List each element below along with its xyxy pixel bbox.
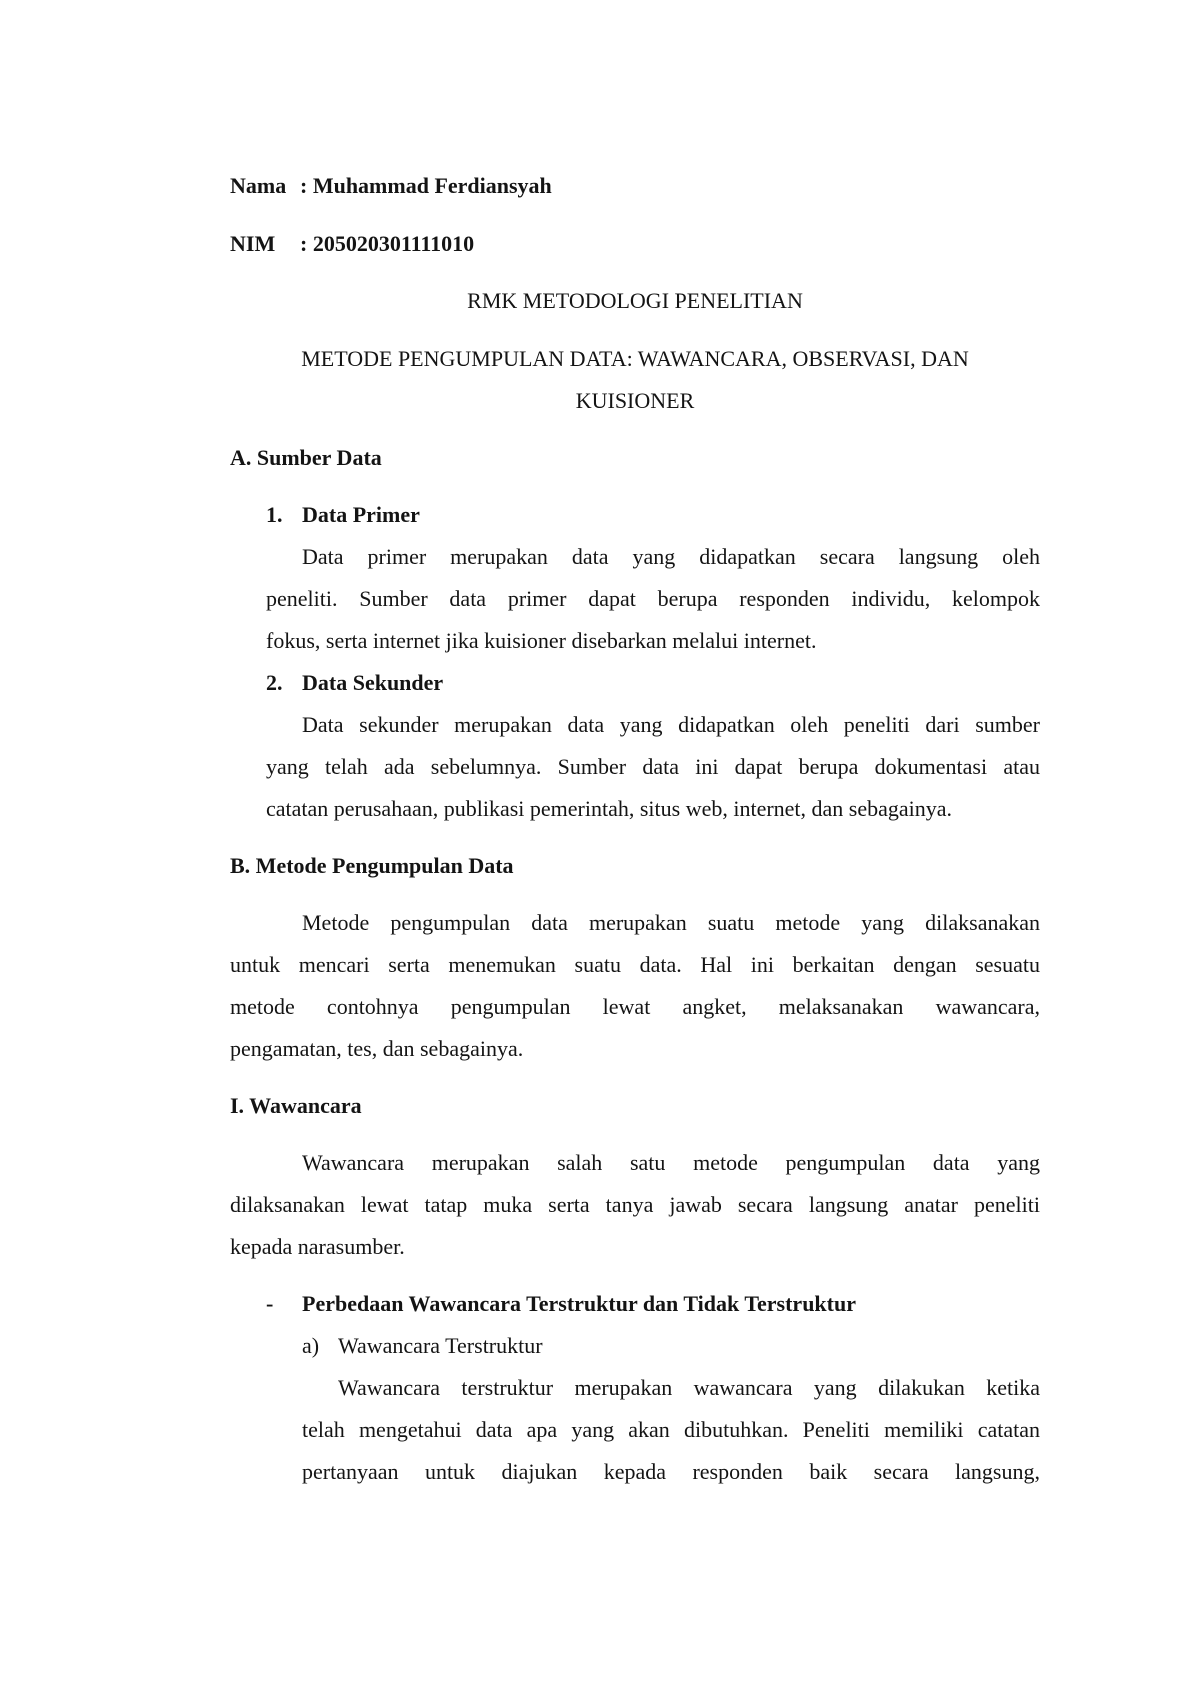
item-2-line-2: yang telah ada sebelumnya. Sumber data ini dapat berupa dokumentasi atau: [266, 754, 1040, 779]
sub-item-a-line-3: pertanyaan untuk diajukan kepada responden baik secara langsung,: [302, 1459, 1040, 1484]
nim-label: NIM: [230, 231, 276, 256]
section-b-line-3: metode contohnya pengumpulan lewat angket, melaksanakan wawancara,: [230, 994, 1040, 1019]
nim-value: : 205020301111010: [300, 231, 475, 256]
item-2-heading: [266, 662, 444, 704]
section-i-heading: I. Wawancara: [230, 1093, 362, 1118]
sub-item-a-heading: [302, 1325, 543, 1367]
section-i-line-3: kepada narasumber.: [230, 1234, 405, 1259]
item-2-number: 2.: [266, 670, 283, 695]
item-1-number: 1.: [266, 502, 283, 527]
section-b-line-1: Metode pengumpulan data merupakan suatu metode yang dilaksanakan: [302, 910, 1040, 935]
sub-item-a-line-2: telah mengetahui data apa yang akan dibutuhkan. Peneliti memiliki catatan: [302, 1417, 1040, 1442]
item-2-line-1: Data sekunder merupakan data yang didapatkan oleh peneliti dari sumber: [302, 712, 1040, 737]
section-i-line-2: dilaksanakan lewat tatap muka serta tanya jawab secara langsung anatar peneliti: [230, 1192, 1040, 1217]
item-1-line-1: Data primer merupakan data yang didapatkan secara langsung oleh: [302, 544, 1040, 569]
section-b-line-2: untuk mencari serta menemukan suatu data. Hal ini berkaitan dengan sesuatu: [230, 952, 1040, 977]
document-subtitle-line2: KUISIONER: [575, 388, 695, 413]
item-2-title: Data Sekunder: [302, 670, 444, 695]
bullet-title: Perbedaan Wawancara Terstruktur dan Tidak Terstruktur: [302, 1291, 856, 1316]
nim-line: [230, 223, 474, 265]
section-b-line-4: pengamatan, tes, dan sebagainya.: [230, 1036, 524, 1061]
section-a-heading: A. Sumber Data: [230, 445, 382, 470]
item-1-line-2: peneliti. Sumber data primer dapat berupa responden individu, kelompok: [266, 586, 1040, 611]
name-value: : Muhammad Ferdiansyah: [300, 173, 552, 198]
item-2-line-3: catatan perusahaan, publikasi pemerintah, situs web, internet, dan sebagainya.: [266, 796, 953, 821]
item-1-heading: [266, 494, 420, 536]
item-1-title: Data Primer: [302, 502, 420, 527]
name-line: [230, 165, 552, 207]
section-i-line-1: Wawancara merupakan salah satu metode pengumpulan data yang: [302, 1150, 1040, 1175]
section-b-heading: B. Metode Pengumpulan Data: [230, 853, 514, 878]
bullet-marker: -: [266, 1291, 274, 1316]
sub-item-a-marker: a): [302, 1333, 320, 1358]
document-title: RMK METODOLOGI PENELITIAN: [467, 288, 803, 313]
sub-item-a-line-1: Wawancara terstruktur merupakan wawancara yang dilakukan ketika: [338, 1375, 1040, 1400]
item-1-line-3: fokus, serta internet jika kuisioner disebarkan melalui internet.: [266, 628, 817, 653]
document-subtitle-line1: METODE PENGUMPULAN DATA: WAWANCARA, OBSERVASI, DAN: [301, 346, 969, 371]
bullet-heading: [266, 1283, 856, 1325]
sub-item-a-title: Wawancara Terstruktur: [338, 1333, 543, 1358]
name-label: Nama: [230, 173, 287, 198]
